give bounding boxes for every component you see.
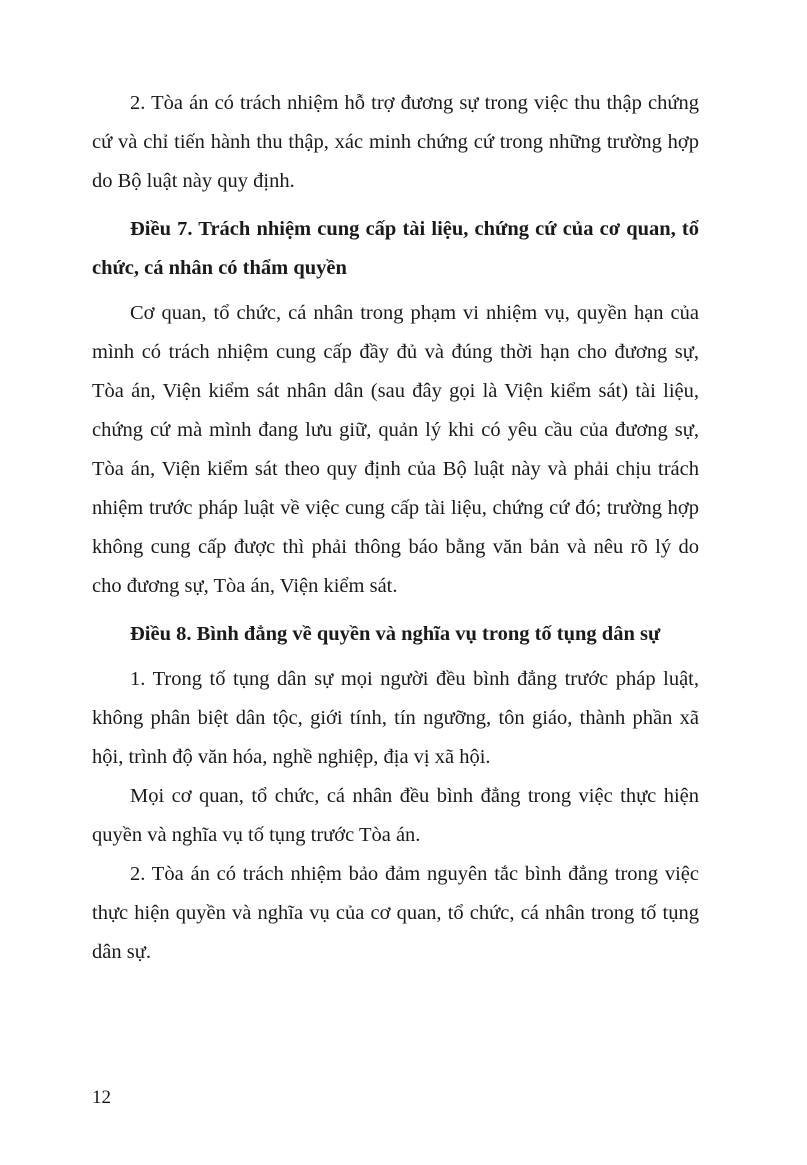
paragraph-article8-clause2: 2. Tòa án có trách nhiệm bảo đảm nguyên tắc bình đẳng trong việc thực hiện quyền và nghĩa vụ của cơ quan, tổ chức, cá nhân trong tố tụng dân sự. [92, 863, 699, 963]
heading-article-7: Điều 7. Trách nhiệm cung cấp tài liệu, chứng cứ của cơ quan, tổ chức, cá nhân có thẩm quyền [92, 218, 699, 279]
paragraph-article8-clause1: 1. Trong tố tụng dân sự mọi người đều bình đẳng trước pháp luật, không phân biệt dân tộc, giới tính, tín ngưỡng, tôn giáo, thành phần xã hội, trình độ văn hóa, nghề nghiệp, địa vị xã hội. [92, 668, 699, 768]
paragraph-article7-body: Cơ quan, tổ chức, cá nhân trong phạm vi nhiệm vụ, quyền hạn của mình có trách nhiệm cung cấp đầy đủ và đúng thời hạn cho đương sự, Tòa án, Viện kiểm sát nhân dân (sau đây gọi là Viện kiểm sát) tài liệu, chứng cứ mà mình đang lưu giữ, quản lý khi có yêu cầu của đương sự, Tòa án, Viện kiểm sát theo quy định của Bộ luật này và phải chịu trách nhiệm trước pháp luật về việc cung cấp tài liệu, chứng cứ đó; trường hợp không cung cấp được thì phải thông báo bằng văn bản và nêu rõ lý do cho đương sự, Tòa án, Viện kiểm sát. [92, 302, 699, 597]
paragraph-article8-clause1-continued: Mọi cơ quan, tổ chức, cá nhân đều bình đẳng trong việc thực hiện quyền và nghĩa vụ tố tụng trước Tòa án. [92, 785, 699, 846]
page-number: 12 [92, 1087, 111, 1108]
heading-article-8: Điều 8. Bình đẳng về quyền và nghĩa vụ trong tố tụng dân sự [130, 623, 661, 645]
paragraph-article6-clause2: 2. Tòa án có trách nhiệm hỗ trợ đương sự trong việc thu thập chứng cứ và chỉ tiến hành thu thập, xác minh chứng cứ trong những trường hợp do Bộ luật này quy định. [92, 92, 699, 192]
